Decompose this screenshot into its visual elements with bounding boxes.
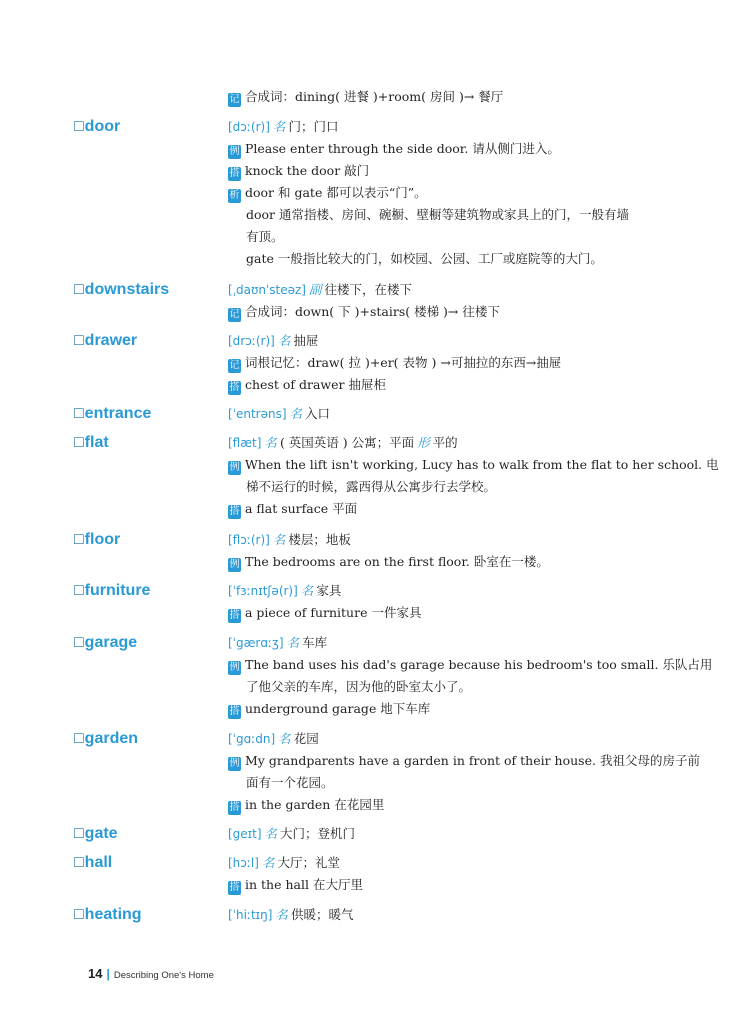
example-tag-icon: 例 xyxy=(229,559,240,570)
collocation-tag-icon: 搭 xyxy=(229,706,240,717)
analysis-text-cont: door 通常指楼、房间、碗橱、壁橱等建筑物或家具上的门，一般有墙 xyxy=(246,207,630,222)
meaning-2: 平的 xyxy=(432,435,458,450)
phonetic: [ˈhiːtɪŋ] xyxy=(228,908,273,922)
definition-line xyxy=(228,728,319,750)
example-text-cont: 面有一个花园。 xyxy=(246,775,334,790)
phonetic: [geɪt] xyxy=(228,827,262,841)
analysis-tag-icon: 析 xyxy=(229,190,240,201)
phonetic: [flæt] xyxy=(228,436,262,450)
definition-line xyxy=(228,116,338,138)
collocation-tag-icon: 搭 xyxy=(229,882,240,893)
meaning: 楼层；地板 xyxy=(288,532,351,547)
checkbox-icon[interactable]: □ xyxy=(74,854,84,871)
headword-text: entrance xyxy=(84,405,152,422)
collocation-tag-icon: 搭 xyxy=(229,506,240,517)
headword-text: downstairs xyxy=(84,281,170,298)
checkbox-icon[interactable]: □ xyxy=(74,825,84,842)
definition-line xyxy=(228,852,340,874)
example-text-cont: 了他父亲的车库，因为他的卧室太小了。 xyxy=(246,679,472,694)
analysis-text-cont: gate 一般指比较大的门，如校园、公园、工厂或庭院等的大门。 xyxy=(246,251,603,266)
meaning: 大门；登机门 xyxy=(280,826,356,841)
definition-line xyxy=(228,279,412,301)
headword-text: door xyxy=(84,118,121,135)
example-line xyxy=(228,551,549,573)
part-of-speech: 名 xyxy=(300,583,314,598)
headword xyxy=(74,728,138,750)
phonetic: [dɔː(r)] xyxy=(228,120,270,134)
headword xyxy=(74,580,150,602)
definition-line xyxy=(228,529,351,551)
headword-text: furniture xyxy=(84,582,151,599)
meaning: ( 英国英语 ) 公寓；平面 xyxy=(279,435,415,450)
collocation-line xyxy=(228,374,386,396)
checkbox-icon[interactable]: □ xyxy=(74,730,84,747)
headword xyxy=(74,823,118,845)
part-of-speech: 名 xyxy=(275,907,288,922)
collocation-line xyxy=(228,794,384,816)
collocation-line xyxy=(228,874,363,896)
checkbox-icon[interactable]: □ xyxy=(74,332,84,349)
meaning: 花园 xyxy=(293,731,319,746)
example-line xyxy=(228,750,700,772)
part-of-speech: 名 xyxy=(277,333,291,348)
example-text: My grandparents have a garden in front of their house. 我祖父母的房子前 xyxy=(245,753,700,768)
headword-text: flat xyxy=(84,434,109,451)
meaning: 车库 xyxy=(302,635,328,650)
page-number: 14 xyxy=(88,966,103,981)
part-of-speech: 副 xyxy=(308,282,322,297)
meaning: 家具 xyxy=(316,583,342,598)
collocation-line xyxy=(228,498,357,520)
phonetic: [ˈgɑːdn] xyxy=(228,732,276,746)
definition-line xyxy=(228,904,353,926)
phonetic: [drɔː(r)] xyxy=(228,334,275,348)
definition-line xyxy=(228,580,341,602)
headword xyxy=(74,116,120,138)
definition-line xyxy=(228,632,327,654)
meaning: 大厅；礼堂 xyxy=(277,855,340,870)
part-of-speech: 名 xyxy=(286,635,300,650)
page-footer xyxy=(88,966,214,981)
phonetic: [ˌdaʊnˈsteəz] xyxy=(228,283,306,297)
checkbox-icon[interactable]: □ xyxy=(74,582,84,599)
part-of-speech: 名 xyxy=(272,532,286,547)
checkbox-icon[interactable]: □ xyxy=(74,281,84,298)
part-of-speech: 名 xyxy=(261,855,275,870)
phonetic: [ˈentrəns] xyxy=(228,407,287,421)
headword xyxy=(74,330,137,352)
collocation-line xyxy=(228,160,369,182)
headword xyxy=(74,432,109,454)
collocation-line xyxy=(228,698,430,720)
checkbox-icon[interactable]: □ xyxy=(74,906,84,923)
definition-line xyxy=(228,403,330,425)
intro-line xyxy=(228,86,503,108)
part-of-speech: 名 xyxy=(272,119,286,134)
meaning: 抽屉 xyxy=(293,333,319,348)
meaning: 往楼下，在楼下 xyxy=(324,282,413,297)
headword-text: garage xyxy=(84,634,138,651)
collocation-text: in the hall 在大厅里 xyxy=(245,877,363,892)
phonetic: [hɔːl] xyxy=(228,856,259,870)
example-text: The band uses his dad's garage because his bedroom's too small. 乐队占用 xyxy=(245,657,713,672)
memory-tag-icon: 记 xyxy=(229,309,240,320)
example-line xyxy=(228,654,712,676)
collocation-text: a piece of furniture 一件家具 xyxy=(245,605,422,620)
collocation-tag-icon: 搭 xyxy=(229,610,240,621)
checkbox-icon[interactable]: □ xyxy=(74,531,84,548)
headword-text: gate xyxy=(84,825,118,842)
example-line xyxy=(228,454,719,476)
part-of-speech: 名 xyxy=(264,435,277,450)
definition-line xyxy=(228,823,355,845)
memory-tag-icon: 记 xyxy=(229,360,240,371)
headword xyxy=(74,852,112,874)
memory-tag-icon: 记 xyxy=(229,94,240,105)
example-tag-icon: 例 xyxy=(229,462,240,473)
collocation-text: underground garage 地下车库 xyxy=(245,701,431,716)
headword xyxy=(74,632,137,654)
example-text: The bedrooms are on the first floor. 卧室在一楼。 xyxy=(245,554,549,569)
meaning: 入口 xyxy=(305,406,331,421)
collocation-line xyxy=(228,602,421,624)
collocation-tag-icon: 搭 xyxy=(229,168,240,179)
collocation-text: knock the door 敲门 xyxy=(245,163,370,178)
headword xyxy=(74,904,142,926)
headword-text: hall xyxy=(84,854,113,871)
part-of-speech: 名 xyxy=(278,731,291,746)
checkbox-icon[interactable]: □ xyxy=(74,634,84,651)
headword-text: garden xyxy=(84,730,139,747)
part-of-speech-2: 形 xyxy=(417,435,430,450)
checkbox-icon[interactable]: □ xyxy=(74,434,84,451)
definition-line xyxy=(228,432,458,454)
collocation-text: in the garden 在花园里 xyxy=(245,797,385,812)
headword-text: floor xyxy=(84,531,121,548)
headword xyxy=(74,403,151,425)
meaning: 供暖；暖气 xyxy=(290,907,354,922)
memory-line xyxy=(228,301,500,323)
analysis-text: door 和 gate 都可以表示“门”。 xyxy=(245,185,427,200)
headword xyxy=(74,529,120,551)
collocation-tag-icon: 搭 xyxy=(229,802,240,813)
footer-separator: | xyxy=(106,967,110,981)
checkbox-icon[interactable]: □ xyxy=(74,405,84,422)
collocation-text: chest of drawer 抽屉柜 xyxy=(245,377,386,392)
example-text-cont: 梯不运行的时候，露西得从公寓步行去学校。 xyxy=(246,479,497,494)
checkbox-icon[interactable]: □ xyxy=(74,118,84,135)
intro-text: 合成词：dining( 进餐 )+room( 房间 )→ 餐厅 xyxy=(245,89,504,104)
headword-text: heating xyxy=(84,906,142,923)
analysis-line xyxy=(228,182,427,204)
headword xyxy=(74,279,169,301)
collocation-text: a flat surface 平面 xyxy=(245,501,358,516)
phonetic: [flɔː(r)] xyxy=(228,533,270,547)
phonetic: [ˈgærɑːʒ] xyxy=(228,636,284,650)
example-tag-icon: 例 xyxy=(229,758,240,769)
meaning: 门；门口 xyxy=(288,119,339,134)
memory-line xyxy=(228,352,561,374)
analysis-text-cont: 有顶。 xyxy=(246,229,284,244)
section-title: Describing One's Home xyxy=(113,970,214,981)
headword-text: drawer xyxy=(84,332,138,349)
part-of-speech: 名 xyxy=(289,406,303,421)
example-tag-icon: 例 xyxy=(229,146,240,157)
collocation-tag-icon: 搭 xyxy=(229,382,240,393)
phonetic: [ˈfɜːnɪtʃə(r)] xyxy=(228,584,298,598)
example-line xyxy=(228,138,560,160)
memory-text: 合成词：down( 下 )+stairs( 楼梯 )→ 往楼下 xyxy=(245,304,500,319)
example-text: Please enter through the side door. 请从侧门进入。 xyxy=(245,141,560,156)
example-text: When the lift isn't working, Lucy has to walk from the flat to her school. 电 xyxy=(245,457,719,472)
definition-line xyxy=(228,330,318,352)
part-of-speech: 名 xyxy=(264,826,278,841)
memory-text: 词根记忆：draw( 拉 )+er( 表物 ) →可抽拉的东西→抽屉 xyxy=(245,355,562,370)
example-tag-icon: 例 xyxy=(229,662,240,673)
